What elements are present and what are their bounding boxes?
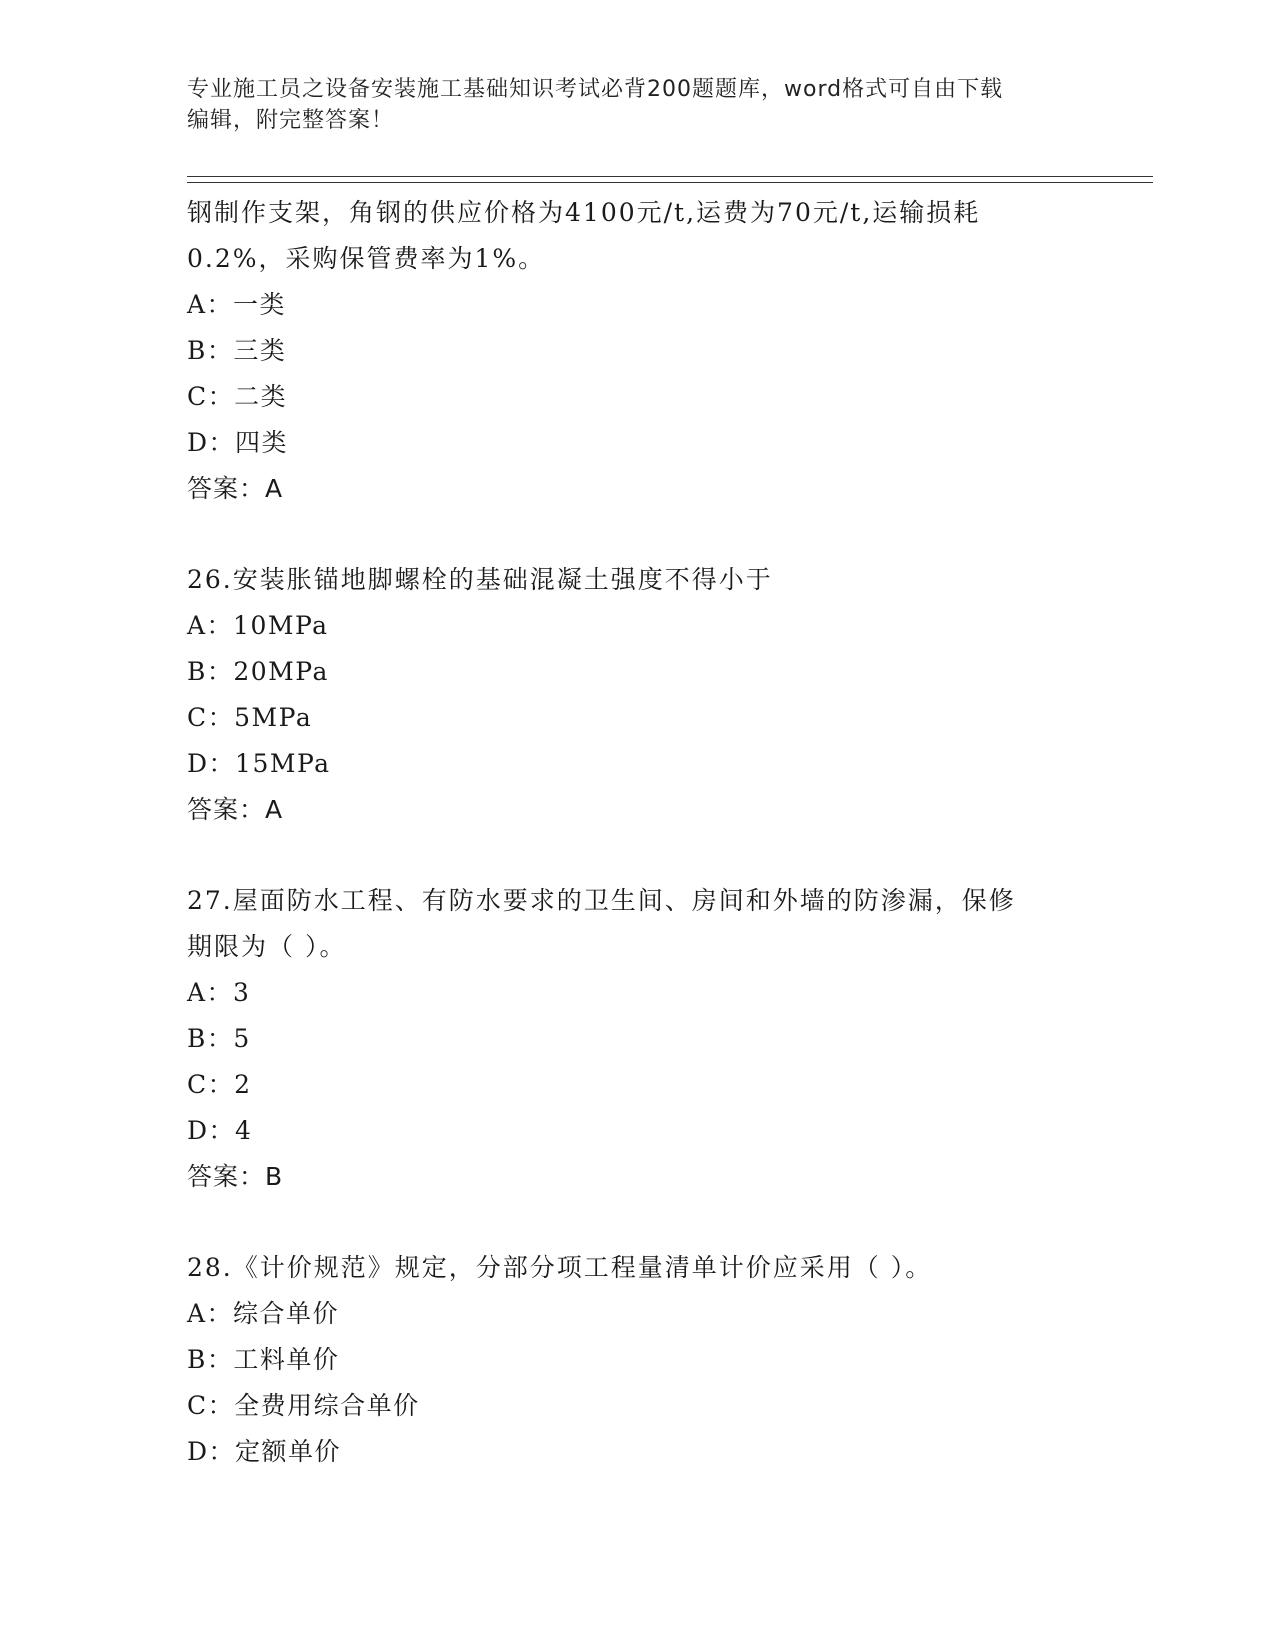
document-body	[187, 190, 1087, 1475]
header-divider-bottom	[187, 182, 1153, 183]
question-27	[187, 878, 1087, 1200]
answer: 答案：A	[187, 795, 284, 824]
question-text: 钢制作支架，角钢的供应价格为4100元/t,运费为70元/t,运输损耗	[187, 198, 981, 227]
question-text: 期限为（ ）。	[187, 932, 347, 961]
question-text: 27.屋面防水工程、有防水要求的卫生间、房间和外墙的防渗漏，保修	[187, 886, 1016, 915]
option-d: D：四类	[187, 428, 289, 457]
question-26	[187, 557, 1087, 833]
answer: 答案：B	[187, 1162, 284, 1191]
option-c: C：全费用综合单价	[187, 1391, 420, 1420]
question-text: 26.安装胀锚地脚螺栓的基础混凝土强度不得小于	[187, 565, 773, 594]
option-c: C：2	[187, 1070, 252, 1099]
question-text: 0.2%，采购保管费率为1%。	[187, 244, 546, 273]
option-d: D：定额单价	[187, 1437, 342, 1466]
question-text: 28.《计价规范》规定，分部分项工程量清单计价应采用（ ）。	[187, 1253, 933, 1282]
option-d: D：15MPa	[187, 749, 331, 778]
option-a: A：3	[187, 978, 251, 1007]
question-28	[187, 1245, 1087, 1475]
option-c: C：5MPa	[187, 703, 313, 732]
option-c: C：二类	[187, 382, 288, 411]
option-a: A：10MPa	[187, 611, 329, 640]
answer: 答案：A	[187, 474, 284, 503]
question-25-continued	[187, 190, 1087, 512]
option-b: B：工料单价	[187, 1345, 340, 1374]
option-a: A：一类	[187, 290, 287, 319]
option-b: B：三类	[187, 336, 287, 365]
option-b: B：5	[187, 1024, 251, 1053]
option-b: B：20MPa	[187, 657, 329, 686]
header-line-2: 编辑，附完整答案！	[187, 108, 395, 133]
document-header	[187, 74, 1087, 136]
option-a: A：综合单价	[187, 1299, 340, 1328]
header-divider-top	[187, 176, 1153, 177]
option-d: D：4	[187, 1116, 253, 1145]
header-line-1: 专业施工员之设备安装施工基础知识考试必背200题题库，word格式可自由下载	[187, 77, 1004, 102]
